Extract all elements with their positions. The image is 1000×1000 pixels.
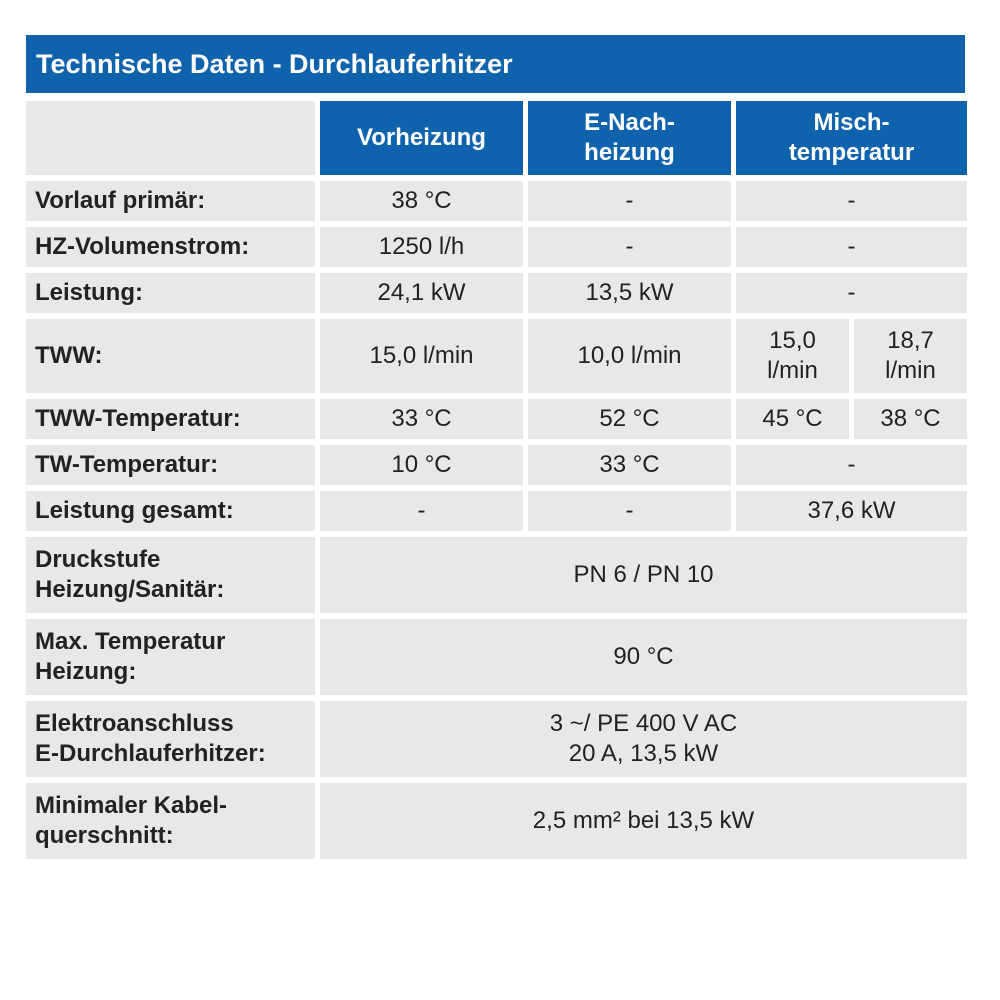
- cell-value: -: [736, 273, 967, 313]
- cell-value: -: [736, 227, 967, 267]
- header-mischtemperatur: Misch- temperatur: [736, 101, 967, 175]
- table-row: [26, 537, 967, 613]
- table-row: [26, 273, 967, 313]
- cell-value: 1250 l/h: [320, 227, 523, 267]
- row-label: Elektroanschluss E-Durchlauferhitzer:: [26, 701, 315, 777]
- cell-value: 24,1 kW: [320, 273, 523, 313]
- cell-value: 33 °C: [320, 399, 523, 439]
- row-label: Leistung gesamt:: [26, 491, 315, 531]
- row-label: Vorlauf primär:: [26, 181, 315, 221]
- row-label: Minimaler Kabel- querschnitt:: [26, 783, 315, 859]
- row-label: TW-Temperatur:: [26, 445, 315, 485]
- row-label: TWW:: [26, 319, 315, 393]
- header-row: [26, 101, 967, 175]
- table-row: [26, 445, 967, 485]
- row-label: Leistung:: [26, 273, 315, 313]
- table-row: [26, 181, 967, 221]
- cell-value: 2,5 mm² bei 13,5 kW: [320, 783, 967, 859]
- cell-value: 52 °C: [528, 399, 731, 439]
- header-corner-cell: [26, 101, 315, 175]
- table-row: [26, 783, 967, 859]
- table-row: [26, 227, 967, 267]
- header-vorheizung: Vorheizung: [320, 101, 523, 175]
- cell-value: 38 °C: [320, 181, 523, 221]
- cell-value: 10,0 l/min: [528, 319, 731, 393]
- cell-value: 15,0 l/min: [736, 319, 849, 393]
- cell-value: 18,7 l/min: [854, 319, 967, 393]
- row-label: HZ-Volumenstrom:: [26, 227, 315, 267]
- cell-value: -: [736, 445, 967, 485]
- table-row: [26, 619, 967, 695]
- cell-value: -: [528, 181, 731, 221]
- cell-value: 15,0 l/min: [320, 319, 523, 393]
- tech-data-table: [21, 95, 972, 865]
- cell-value: 38 °C: [854, 399, 967, 439]
- table-row: [26, 491, 967, 531]
- table-row: [26, 319, 967, 393]
- cell-value: -: [528, 491, 731, 531]
- cell-value: PN 6 / PN 10: [320, 537, 967, 613]
- header-e-nachheizung: E-Nach- heizung: [528, 101, 731, 175]
- cell-value: 37,6 kW: [736, 491, 967, 531]
- table-row: [26, 399, 967, 439]
- cell-value: -: [736, 181, 967, 221]
- cell-value: 13,5 kW: [528, 273, 731, 313]
- tech-data-sheet: [26, 35, 965, 865]
- table-title: Technische Daten - Durchlauferhitzer: [26, 35, 965, 93]
- cell-value: -: [320, 491, 523, 531]
- cell-value: 3 ~/ PE 400 V AC 20 A, 13,5 kW: [320, 701, 967, 777]
- row-label: Max. Temperatur Heizung:: [26, 619, 315, 695]
- cell-value: 33 °C: [528, 445, 731, 485]
- row-label: Druckstufe Heizung/Sanitär:: [26, 537, 315, 613]
- cell-value: 10 °C: [320, 445, 523, 485]
- cell-value: 45 °C: [736, 399, 849, 439]
- row-label: TWW-Temperatur:: [26, 399, 315, 439]
- cell-value: -: [528, 227, 731, 267]
- cell-value: 90 °C: [320, 619, 967, 695]
- table-row: [26, 701, 967, 777]
